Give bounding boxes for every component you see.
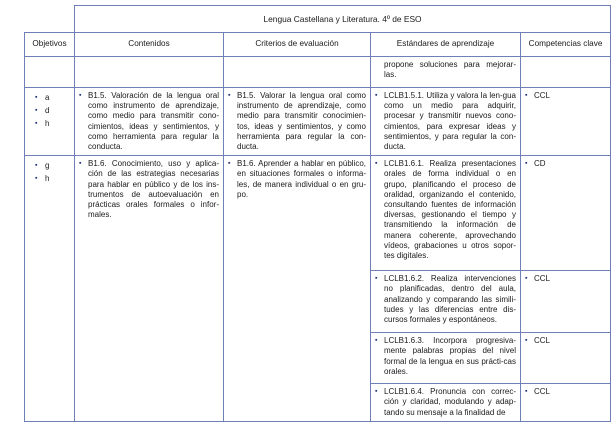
cell-competencia [521, 333, 611, 384]
list-item: ▪ h [35, 174, 50, 184]
list-item: ▪ g [35, 161, 50, 171]
cell-estandar [371, 333, 521, 384]
bullet-icon: ▪ [525, 160, 528, 168]
cell-estandar [371, 384, 521, 422]
bullet-icon: ▪ [228, 160, 231, 168]
bullet-icon: ▪ [375, 160, 378, 168]
list-item: ▪ h [35, 119, 50, 128]
bullet-icon: ▪ [35, 107, 38, 114]
bullet-icon: ▪ [35, 94, 38, 101]
cell-empty [25, 57, 75, 88]
bullet-icon: ▪ [375, 388, 378, 396]
table-row [25, 88, 611, 156]
criterio-text: B1.5. Valorar la lengua oral como instrumento de aprendizaje, como medio para transmitir conocimien-tos, ideas y sentimientos, y como herramienta para regular la con-ducta. [237, 91, 366, 152]
cell-competencia [521, 88, 611, 156]
header-contenidos: Contenidos [75, 33, 224, 57]
bullet-icon: ▪ [525, 388, 528, 396]
cell-competencia [521, 384, 611, 422]
header-criterios: Criterios de evaluación [224, 33, 371, 57]
header-objetivos: Objetivos [25, 33, 75, 57]
competencia-text: CCL [534, 91, 551, 100]
cell-estandar [371, 88, 521, 156]
bullet-icon: ▪ [35, 175, 38, 183]
bullet-icon: ▪ [375, 92, 378, 99]
table-row [25, 156, 611, 271]
estandar-text: LCLB1.5.1. Utiliza y valora la len-gua como un medio para adquirir, procesar y transmitir nuevos cono-cimientos, para expresar ideas y sentimientos, y para regular la con-ducta. [384, 91, 516, 152]
bullet-icon: ▪ [375, 337, 378, 345]
contenido-text: B1.5. Valoración de la lengua oral como instrumento de aprendizaje, como medio para transmitir cono-cimientos, ideas y sentimientos, y como herramienta para regular la conducta. [88, 91, 219, 152]
list-item: ▪ d [35, 106, 50, 115]
competencia-text: CCL [534, 387, 551, 397]
cell-estandar [371, 57, 521, 88]
continuation-text: propone soluciones para mejorar-las. [384, 60, 516, 80]
bullet-icon: ▪ [35, 120, 38, 127]
competencia-text: CCL [534, 336, 551, 346]
competencia-text: CD [534, 159, 546, 169]
competencia-text: CCL [534, 274, 551, 284]
contenido-text: B1.6. Conocimiento, uso y aplica-ción de las estrategias necesarias para hablar en público y de los ins-trumentos de autoevaluación en prácticas orales formales o infor-males. [88, 159, 219, 220]
cell-empty [75, 57, 224, 88]
estandar-text: LCLB1.6.4. Pronuncia con correc-ción y claridad, modulando y adap-tando su mensaje a la finalidad de [384, 387, 516, 417]
cell-criterio [224, 88, 371, 156]
bullet-icon: ▪ [228, 92, 231, 99]
cell-criterio [224, 156, 371, 422]
table-row-continuation [25, 57, 611, 88]
objetivos-list [25, 156, 74, 188]
cell-contenido [75, 88, 224, 156]
criterio-text: B1.6. Aprender a hablar en público, en situaciones formales o informa-les, de manera individual o en gru-po. [237, 159, 366, 199]
objetivos-list [25, 88, 74, 133]
bullet-icon: ▪ [525, 337, 528, 345]
cell-empty [224, 57, 371, 88]
cell-contenido [75, 156, 224, 422]
bullet-icon: ▪ [79, 92, 82, 99]
bullet-icon: ▪ [525, 92, 528, 99]
curriculum-table [24, 5, 611, 422]
bullet-icon: ▪ [79, 160, 82, 168]
estandar-text: LCLB1.6.2. Realiza intervenciones no planificadas, dentro del aula, analizando y comparando las simili-tudes y las diferencias entre dis-cursos formales y espontáneos. [384, 274, 516, 325]
header-estandares: Estándares de aprendizaje [371, 33, 521, 57]
list-item: ▪ a [35, 93, 50, 102]
cell-competencia [521, 271, 611, 333]
bullet-icon: ▪ [375, 275, 378, 283]
estandar-text: LCLB1.6.1. Realiza presentaciones orales de forma individual o en grupo, planificando el proceso de oralidad, organizando el contenido, consultando fuentes de información diversas, gestionando el tiempo y transmitiendo la información de manera coherente, aprovechando vídeos, grabaciones u otros sopor-tes digitales. [384, 159, 516, 261]
cell-estandar [371, 156, 521, 271]
table-title-row [25, 6, 611, 33]
bullet-icon: ▪ [35, 162, 38, 170]
bullet-icon: ▪ [525, 275, 528, 283]
estandar-text: LCLB1.6.3. Incorpora progresiva-mente palabras propias del nivel formal de la lengua en sus prácti-cas orales. [384, 336, 516, 376]
header-competencias: Competencias clave [521, 33, 611, 57]
cell-estandar [371, 271, 521, 333]
cell-objetivos [25, 156, 75, 422]
column-header-row [25, 33, 611, 57]
cell-competencia [521, 156, 611, 271]
cell-empty [521, 57, 611, 88]
blank-corner-cell [25, 6, 75, 33]
cell-objetivos [25, 88, 75, 156]
table-title: Lengua Castellana y Literatura. 4º de ESO [75, 6, 611, 33]
